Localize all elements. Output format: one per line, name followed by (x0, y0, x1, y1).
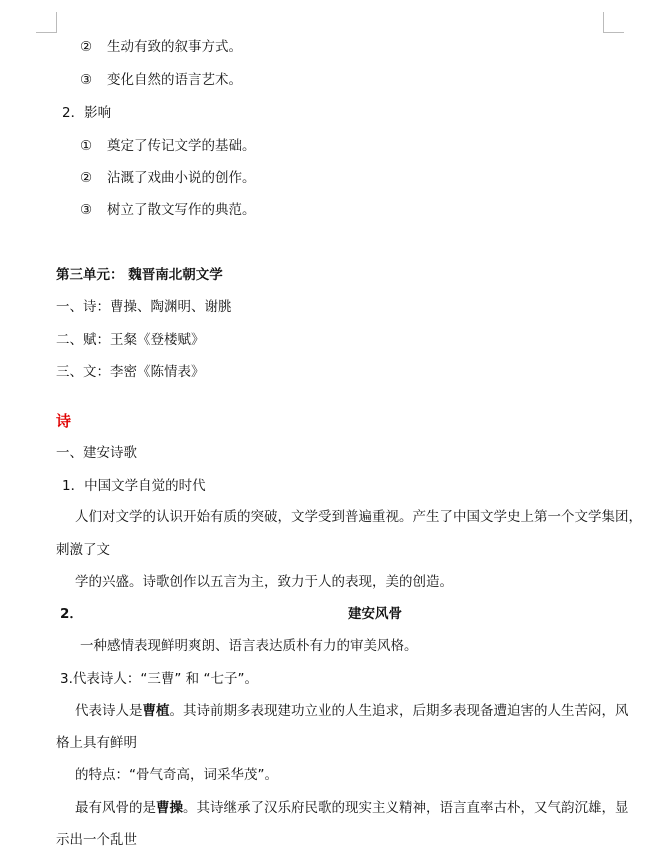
unit-line: 二、赋：王粲《登楼赋》 (56, 332, 205, 348)
paragraph-line: 学的兴盛。诗歌创作以五言为主，致力于人的表现，美的创造。 (75, 574, 453, 590)
list-number: ③ (80, 72, 93, 88)
section-heading: 一、建安诗歌 (56, 445, 137, 461)
page-corner-mark-top-left (36, 12, 57, 33)
unit-title: 第三单元： 魏晋南北朝文学 (56, 267, 223, 283)
list-item: 奠定了传记文学的基础。 (107, 138, 256, 154)
subsection-heading: 1．中国文学自觉的时代 (62, 478, 206, 494)
paragraph-line (75, 799, 629, 817)
emphasis-name: 曹操 (156, 800, 183, 816)
unit-line: 三、文：李密《陈情表》 (56, 364, 205, 380)
unit-line: 一、诗：曹操、陶渊明、谢朓 (56, 299, 232, 315)
text: 。其诗继承了汉乐府民歌的现实主义精神，语言直率古朴，又气韵沉雄，显 (183, 800, 629, 816)
text: 最有风骨的是 (75, 800, 156, 816)
paragraph-line: 格上具有鲜明 (56, 735, 137, 751)
paragraph-line: 一种感情表现鲜明爽朗、语言表达质朴有力的审美风格。 (80, 638, 418, 654)
list-number: ② (80, 170, 93, 186)
poetry-title: 诗 (56, 412, 72, 430)
list-item: 树立了散文写作的典范。 (107, 202, 256, 218)
text: 代表诗人是 (75, 703, 143, 719)
page-corner-mark-top-right (603, 12, 624, 33)
emphasis-name: 曹植 (142, 703, 170, 719)
list-item: 沾溉了戏曲小说的创作。 (107, 170, 256, 186)
paragraph-line: 人们对文学的认识开始有质的突破，文学受到普遍重视。产生了中国文学史上第一个文学集团， (75, 509, 642, 525)
list-item: 变化自然的语言艺术。 (107, 72, 242, 88)
list-number: ① (80, 138, 93, 154)
subsection-heading: 3.代表诗人：“三曹” 和 “七子”。 (60, 671, 258, 687)
list-item: 生动有致的叙事方式。 (107, 39, 242, 55)
list-number: ② (80, 39, 93, 55)
list-number: ③ (80, 202, 93, 218)
paragraph-line: 的特点：“骨气奇高，词采华茂”。 (75, 767, 278, 783)
paragraph-line (75, 702, 629, 720)
subsection-number: 2． (60, 606, 83, 622)
text: 。其诗前期多表现建功立业的人生追求，后期多表现备遭迫害的人生苦闷，风 (169, 703, 629, 719)
subsection-title: 建安风骨 (348, 606, 402, 622)
paragraph-line: 示出一个乱世 (56, 832, 137, 848)
paragraph-line: 刺激了文 (56, 542, 110, 558)
section-heading: 2．影响 (62, 105, 112, 121)
